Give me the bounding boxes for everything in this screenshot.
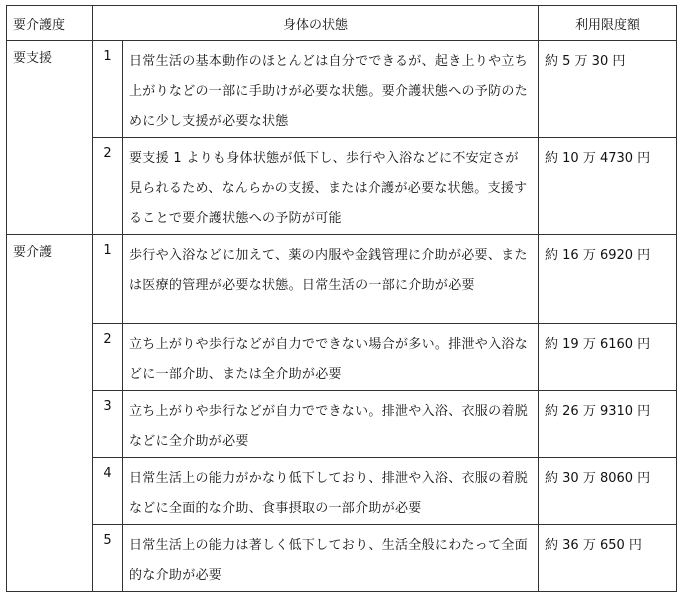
sublevel-number: 1 bbox=[93, 41, 123, 138]
condition-description: 立ち上がりや歩行などが自力でできない。排泄や入浴、衣服の着脱などに全介助が必要 bbox=[123, 391, 539, 458]
sublevel-number: 2 bbox=[93, 324, 123, 391]
condition-description: 日常生活の基本動作のほとんどは自分でできるが、起き上りや立ち上がりなどの一部に手助けが必要な状態。要介護状態への予防のために少し支援が必要な状態 bbox=[123, 41, 539, 138]
table-row bbox=[7, 324, 677, 391]
header-row bbox=[7, 6, 677, 41]
sublevel-number: 2 bbox=[93, 138, 123, 235]
table-row bbox=[7, 525, 677, 592]
header-level: 要介護度 bbox=[7, 6, 93, 41]
care-level-table bbox=[6, 5, 677, 592]
limit-amount: 約 10 万 4730 円 bbox=[539, 138, 677, 235]
limit-amount: 約 30 万 8060 円 bbox=[539, 458, 677, 525]
table-row bbox=[7, 235, 677, 324]
sublevel-number: 3 bbox=[93, 391, 123, 458]
limit-amount: 約 36 万 650 円 bbox=[539, 525, 677, 592]
sublevel-number: 4 bbox=[93, 458, 123, 525]
limit-amount: 約 5 万 30 円 bbox=[539, 41, 677, 138]
condition-description: 日常生活上の能力がかなり低下しており、排泄や入浴、衣服の着脱などに全面的な介助、食事摂取の一部介助が必要 bbox=[123, 458, 539, 525]
header-limit: 利用限度額 bbox=[539, 6, 677, 41]
level-cell: 要介護 bbox=[7, 235, 93, 592]
limit-amount: 約 26 万 9310 円 bbox=[539, 391, 677, 458]
table-row bbox=[7, 458, 677, 525]
table-row bbox=[7, 41, 677, 138]
table-row bbox=[7, 138, 677, 235]
header-condition: 身体の状態 bbox=[93, 6, 539, 41]
level-cell: 要支援 bbox=[7, 41, 93, 235]
condition-description: 日常生活上の能力は著しく低下しており、生活全般にわたって全面的な介助が必要 bbox=[123, 525, 539, 592]
table-row bbox=[7, 391, 677, 458]
condition-description: 歩行や入浴などに加えて、薬の内服や金銭管理に介助が必要、または医療的管理が必要な状態。日常生活の一部に介助が必要 bbox=[123, 235, 539, 324]
sublevel-number: 1 bbox=[93, 235, 123, 324]
limit-amount: 約 16 万 6920 円 bbox=[539, 235, 677, 324]
care-level-table-wrapper bbox=[6, 5, 677, 592]
condition-description: 立ち上がりや歩行などが自力でできない場合が多い。排泄や入浴などに一部介助、または全介助が必要 bbox=[123, 324, 539, 391]
condition-description: 要支援 1 よりも身体状態が低下し、歩行や入浴などに不安定さが見られるため、なんらかの支援、または介護が必要な状態。支援することで要介護状態への予防が可能 bbox=[123, 138, 539, 235]
limit-amount: 約 19 万 6160 円 bbox=[539, 324, 677, 391]
sublevel-number: 5 bbox=[93, 525, 123, 592]
